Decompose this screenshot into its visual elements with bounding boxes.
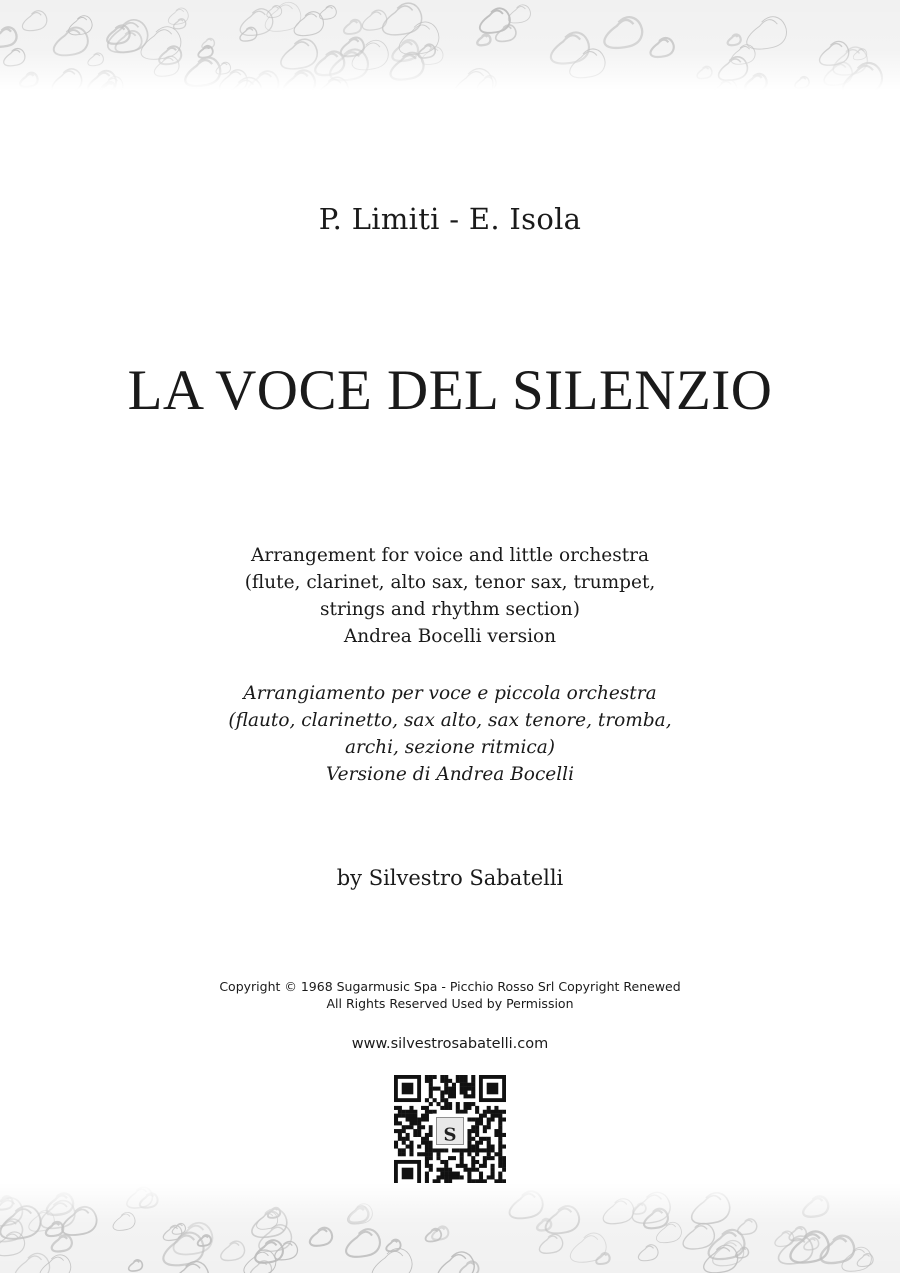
page-title: LA VOCE DEL SILENZIO bbox=[127, 359, 773, 422]
description-italian-line: Versione di Andrea Bocelli bbox=[326, 764, 574, 785]
copyright-line: Copyright © 1968 Sugarmusic Spa - Picchio Rosso Srl Copyright Renewed bbox=[219, 979, 681, 994]
description-italian-line: (flauto, clarinetto, sax alto, sax tenore, tromba, bbox=[228, 710, 672, 731]
svg-text:S: S bbox=[443, 1124, 457, 1146]
description-italian-line: archi, sezione ritmica) bbox=[344, 737, 556, 758]
copyright-line: All Rights Reserved Used by Permission bbox=[326, 996, 574, 1011]
ornamental-border-bottom bbox=[0, 1183, 900, 1273]
description-italian-line: Arrangiamento per voce e piccola orchestra bbox=[243, 683, 657, 704]
arranger-byline: by Silvestro Sabatelli bbox=[336, 866, 564, 890]
description-english-line: Andrea Bocelli version bbox=[343, 626, 557, 647]
qr-code-icon[interactable] bbox=[394, 1075, 506, 1187]
description-english-line: strings and rhythm section) bbox=[320, 599, 580, 620]
website-link[interactable]: www.silvestrosabatelli.com bbox=[351, 1036, 549, 1052]
description-english-line: Arrangement for voice and little orchestra bbox=[250, 545, 650, 566]
copyright-notice bbox=[0, 978, 900, 1012]
composers: P. Limiti - E. Isola bbox=[318, 202, 582, 236]
ornamental-border-top bbox=[0, 0, 900, 90]
description-english bbox=[0, 542, 900, 650]
description-english-line: (flute, clarinet, alto sax, tenor sax, trumpet, bbox=[244, 572, 656, 593]
description-italian bbox=[0, 680, 900, 788]
